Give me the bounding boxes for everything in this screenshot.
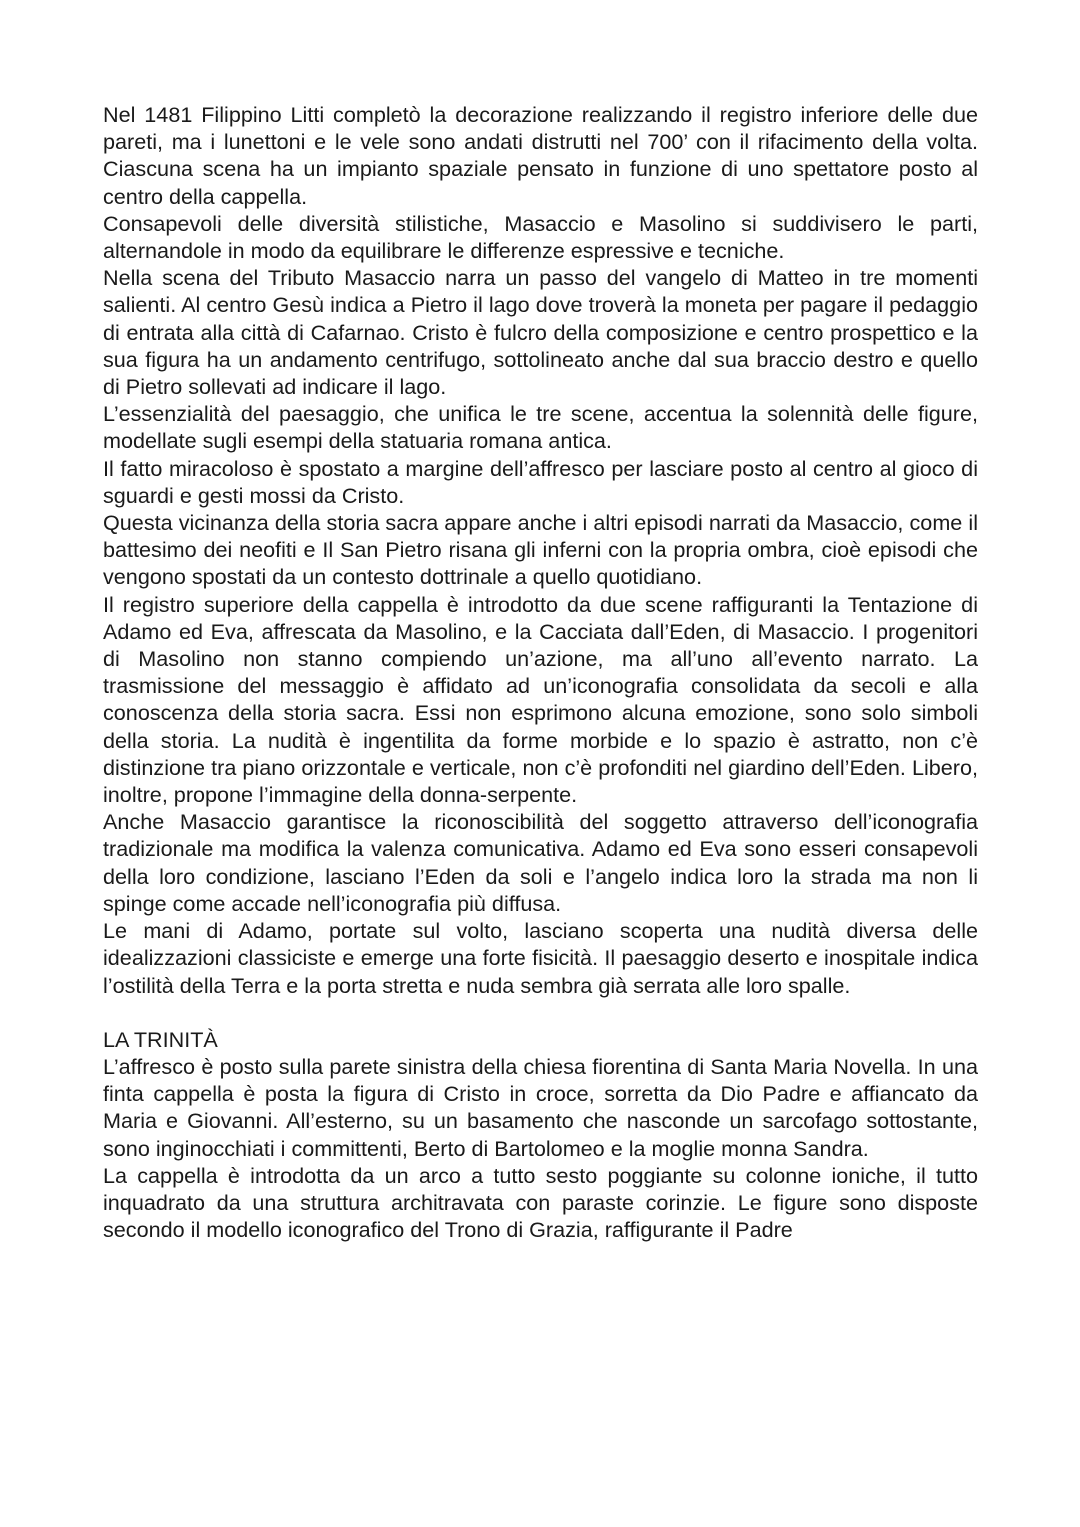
section-spacer [103, 999, 978, 1026]
paragraph-tributo: Nella scena del Tributo Masaccio narra un passo del vangelo di Matteo in tre momenti salienti. Al centro Gesù indica a Pietro il lago dove troverà la moneta per pagare il pedaggio di entrata alla città di Cafarnao. Cristo è fulcro della composizione e centro prospettico e la sua figura ha un andamento centrifugo, sottolineato anche dal sua braccio destro e quello di Pietro sollevati ad indicare il lago. [103, 265, 978, 400]
paragraph-registro-superiore: Il registro superiore della cappella è introdotto da due scene raffiguranti la Tentazione di Adamo ed Eva, affrescata da Masolino, e la Cacciata dall’Eden, di Masaccio. I progenitori di Masolino non stanno compiendo un’azione, ma all’uno all’evento narrato. La trasmissione del messaggio è affidato ad un’iconografia consolidata da secoli e alla conoscenza della storia sacra. Essi non esprimono alcuna emozione, sono solo simboli della storia. La nudità è ingentilita da forme morbide e lo spazio è astratto, non c’è distinzione tra piano orizzontale e verticale, non c’è profonditi nel giardino dell’Eden. Libero, inoltre, propone l’immagine della donna-serpente. [103, 591, 978, 808]
paragraph-masaccio-masolino: Consapevoli delle diversità stilistiche, Masaccio e Masolino si suddivisero le parti, alternandole in modo da equilibrare le differenze espressive e tecniche. [103, 210, 978, 264]
paragraph-fatto-miracoloso: Il fatto miracoloso è spostato a margine dell’affresco per lasciare posto al centro al gioco di sguardi e gesti mossi da Cristo. [103, 455, 978, 508]
section-title-trinita: LA TRINITÀ [103, 1026, 218, 1052]
paragraph-mani-di-adamo: Le mani di Adamo, portate sul volto, lasciano scoperta una nudità diversa delle idealizzazioni classiciste e emerge una forte fisicità. Il paesaggio deserto e inospitale indica l’ostilità della Terra e la porta stretta e nuda sembra già serrata alle loro spalle. [103, 918, 978, 998]
paragraph-masaccio-iconografia: Anche Masaccio garantisce la riconoscibilità del soggetto attraverso dell’iconografia tradizionale ma modifica la valenza comunicativa. Adamo ed Eva sono esseri consapevoli della loro condizione, lasciano l’Eden da soli e l’angelo indica loro la strada ma non li spinge come accade nell’iconografia più diffusa. [103, 809, 978, 916]
paragraph-storia-sacra: Questa vicinanza della storia sacra appare anche i altri episodi narrati da Masaccio, come il battesimo dei neofiti e Il San Pietro risana gli inferni con la propria ombra, cioè episodi che vengono spostati da un contesto dottrinale a quello quotidiano. [103, 510, 978, 590]
paragraph-paesaggio: L’essenzialità del paesaggio, che unifica le tre scene, accentua la solennità delle figure, modellate sugli esempi della statuaria romana antica. [103, 401, 978, 454]
document-page [103, 101, 978, 1243]
paragraph-filippino-litti: Nel 1481 Filippino Litti completò la decorazione realizzando il registro inferiore delle due pareti, ma i lunettoni e le vele sono andati distrutti nel 700’ con il rifacimento della volta. Ciascuna scena ha un impianto spaziale pensato in funzione di uno spettatore posto al centro della cappella. [103, 102, 978, 209]
paragraph-trinita-cappella: La cappella è introdotta da un arco a tutto sesto poggiante su colonne ioniche, il tutto inquadrato da una struttura architravata con paraste corinzie. Le figure sono disposte secondo il modello iconografico del Trono di Grazia, raffigurante il Padre [103, 1162, 978, 1243]
paragraph-trinita-affresco: L’affresco è posto sulla parete sinistra della chiesa fiorentina di Santa Maria Novella. In una finta cappella è posta la figura di Cristo in croce, sorretta da Dio Padre e affiancato da Maria e Giovanni. All’esterno, su un basamento che nasconde un sarcofago sottostante, sono inginocchiati i committenti, Berto di Bartolomeo e la moglie monna Sandra. [103, 1053, 978, 1161]
